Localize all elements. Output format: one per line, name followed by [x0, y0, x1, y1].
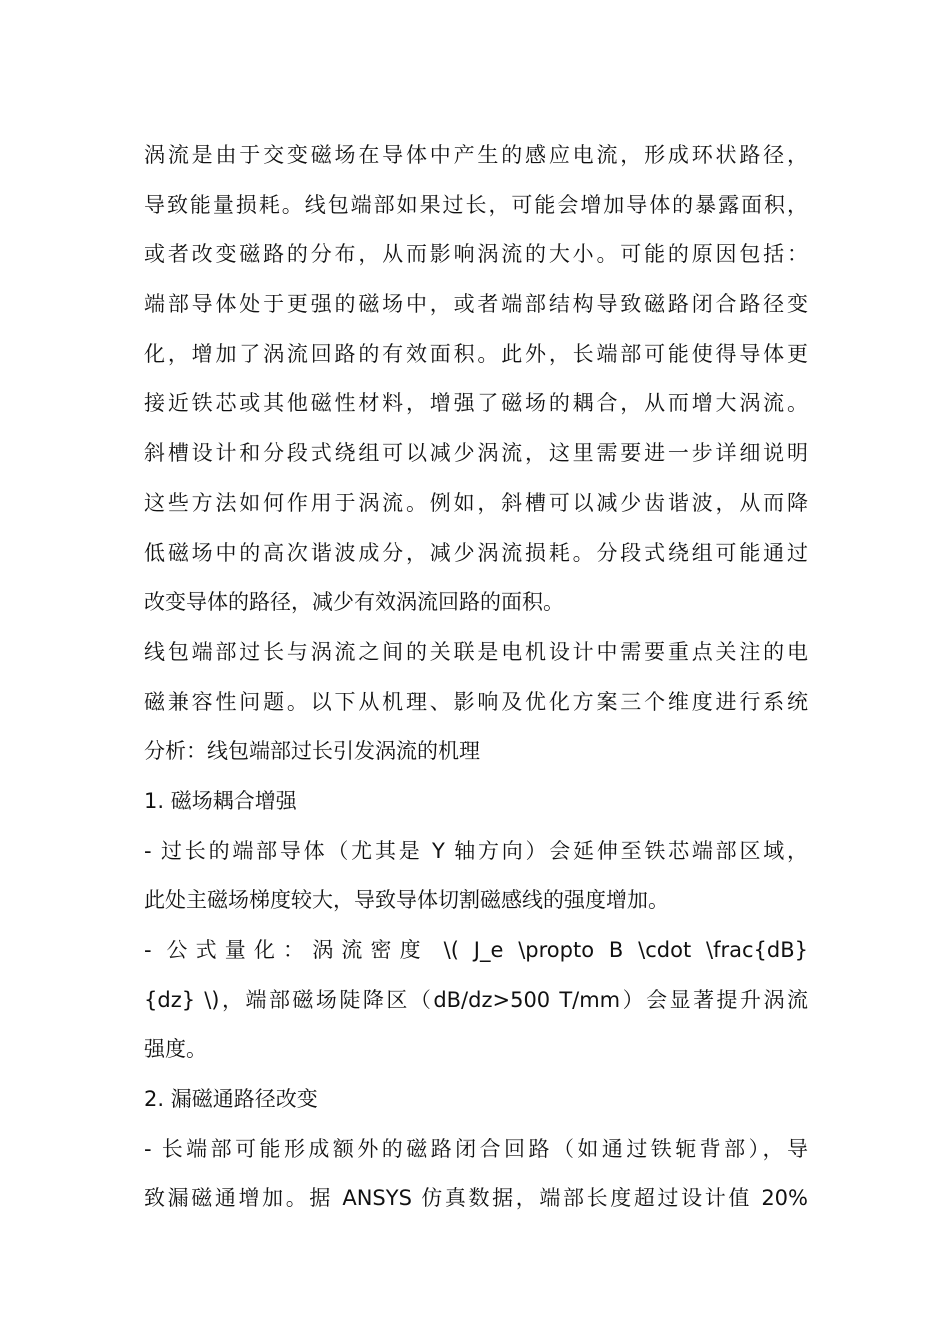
section-heading: 1. 磁场耦合增强: [144, 788, 297, 813]
text-line: 分析：线包端部过长引发涡流的机理: [144, 739, 480, 764]
text-line: 斜槽设计和分段式绕组可以减少涡流，这里需要进一步详细说明: [144, 441, 808, 466]
text-line: - 过长的端部导体（尤其是 Y 轴方向）会延伸至铁芯端部区域，: [144, 838, 808, 863]
text-line: - 公式量化：涡流密度 \( J_e \propto B \cdot \frac{dB}: [144, 938, 808, 962]
text-line: 此处主磁场梯度较大，导致导体切割磁感线的强度增加。: [144, 888, 669, 913]
text-line: {dz} \)，端部磁场陡降区（dB/dz>500 T/mm）会显著提升涡流: [144, 987, 808, 1012]
text-line: 化，增加了涡流回路的有效面积。此外，长端部可能使得导体更: [144, 341, 808, 366]
text-line: 改变导体的路径，减少有效涡流回路的面积。: [144, 590, 564, 615]
section-heading: 2. 漏磁通路径改变: [144, 1087, 318, 1112]
text-line: 低磁场中的高次谐波成分，减少涡流损耗。分段式绕组可能通过: [144, 540, 808, 565]
text-line: 端部导体处于更强的磁场中，或者端部结构导致磁路闭合路径变: [144, 292, 808, 317]
text-line: 磁兼容性问题。以下从机理、影响及优化方案三个维度进行系统: [144, 689, 808, 714]
text-line: 线包端部过长与涡流之间的关联是电机设计中需要重点关注的电: [144, 639, 808, 664]
document-body: [144, 131, 808, 1224]
text-line: 接近铁芯或其他磁性材料，增强了磁场的耦合，从而增大涡流。: [144, 391, 808, 416]
text-line: 这些方法如何作用于涡流。例如，斜槽可以减少齿谐波，从而降: [144, 490, 808, 515]
text-line: - 长端部可能形成额外的磁路闭合回路（如通过铁轭背部），导: [144, 1136, 808, 1161]
text-line: 或者改变磁路的分布，从而影响涡流的大小。可能的原因包括：: [144, 242, 808, 267]
text-line: 致漏磁通增加。据 ANSYS 仿真数据，端部长度超过设计值 20%: [144, 1186, 808, 1211]
text-line: 导致能量损耗。线包端部如果过长，可能会增加导体的暴露面积，: [144, 192, 808, 217]
text-line: 强度。: [144, 1037, 207, 1062]
text-line: 涡流是由于交变磁场在导体中产生的感应电流，形成环状路径，: [144, 143, 808, 167]
